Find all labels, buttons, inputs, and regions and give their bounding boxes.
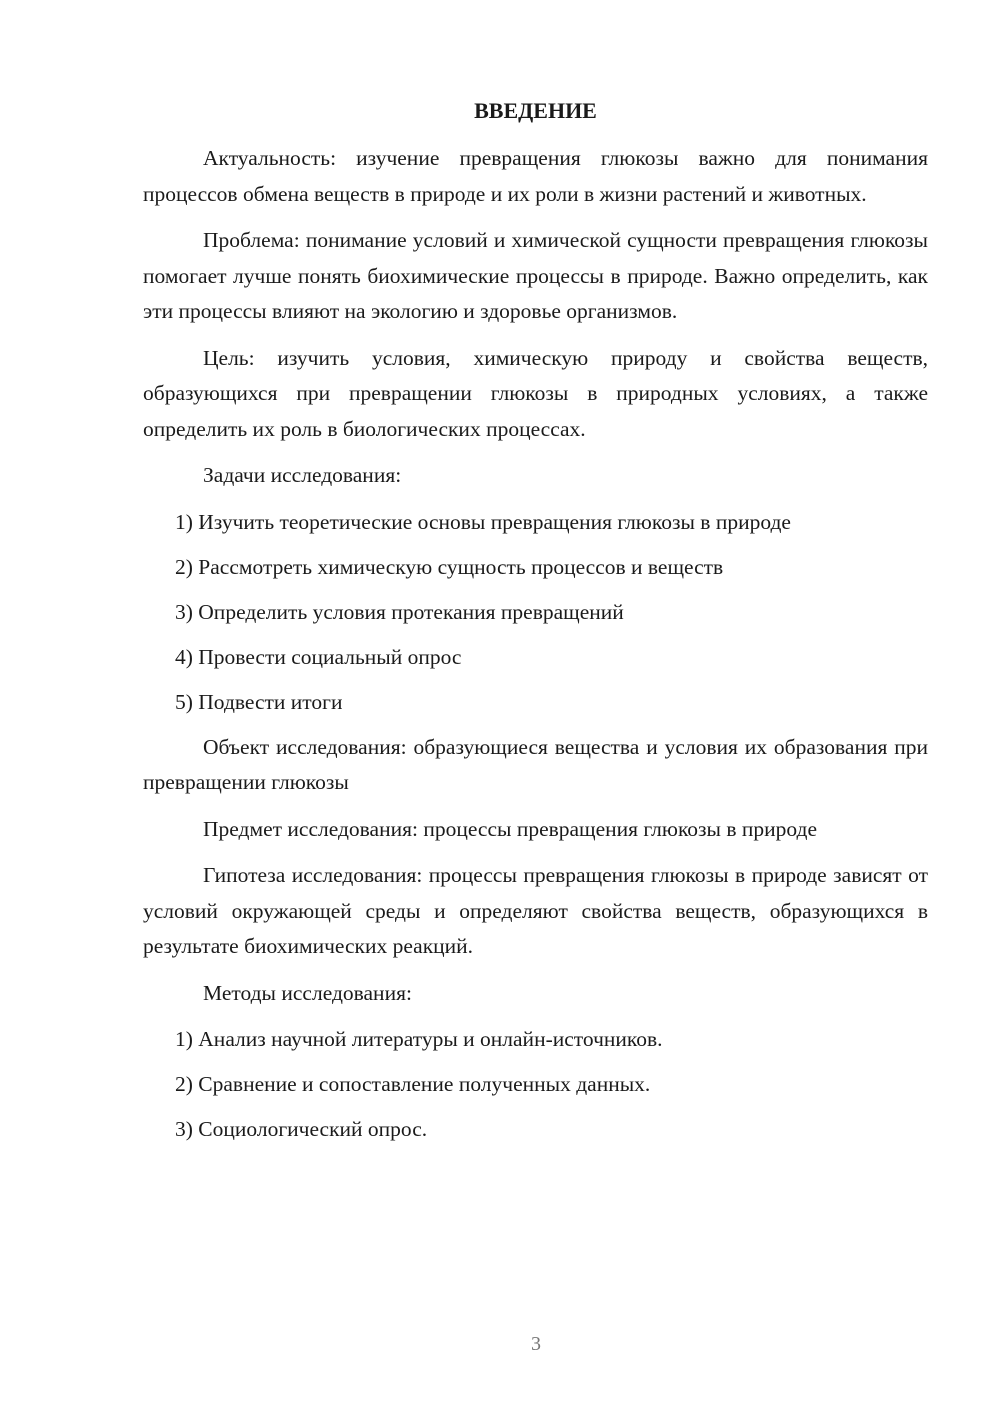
- methods-list: [143, 1022, 928, 1147]
- hypothesis-paragraph: Гипотеза исследования: процессы превращения глюкозы в природе зависят от условий окружающей среды и определяют свойства веществ, образующихся в результате биохимических реакций.: [143, 863, 928, 958]
- methods-heading: Методы исследования:: [203, 980, 412, 1005]
- relevance-paragraph: Актуальность: изучение превращения глюкозы важно для понимания процессов обмена веществ в природе и их роли в жизни растений и животных.: [143, 146, 928, 206]
- problem-paragraph: Проблема: понимание условий и химической сущности превращения глюкозы помогает лучше понять биохимические процессы в природе. Важно определить, как эти процессы влияют на экологию и здоровье организмов.: [143, 228, 928, 323]
- list-item: 5) Подвести итоги: [175, 689, 343, 714]
- document-body: [143, 141, 928, 1157]
- subject-paragraph: Предмет исследования: процессы превращения глюкозы в природе: [203, 816, 818, 841]
- page-number: 3: [531, 1333, 541, 1355]
- tasks-heading: Задачи исследования:: [203, 463, 402, 487]
- list-item: 1) Анализ научной литературы и онлайн-источников.: [175, 1027, 663, 1051]
- object-paragraph: Объект исследования: образующиеся вещества и условия их образования при превращении глюкозы: [143, 734, 928, 794]
- goal-paragraph: Цель: изучить условия, химическую природу и свойства веществ, образующихся при превращении глюкозы в природных условиях, а также определить их роль в биологических процессах.: [143, 345, 928, 441]
- list-item: 3) Определить условия протекания превращений: [175, 599, 624, 624]
- list-item: 2) Сравнение и сопоставление полученных данных.: [175, 1072, 651, 1096]
- tasks-list: [143, 505, 928, 720]
- list-item: 2) Рассмотреть химическую сущность процессов и веществ: [175, 554, 724, 579]
- page-title: ВВЕДЕНИЕ: [474, 98, 597, 123]
- list-item: 3) Социологический опрос.: [175, 1117, 428, 1141]
- list-item: 1) Изучить теоретические основы превращения глюкозы в природе: [175, 509, 791, 534]
- list-item: 4) Провести социальный опрос: [175, 644, 462, 669]
